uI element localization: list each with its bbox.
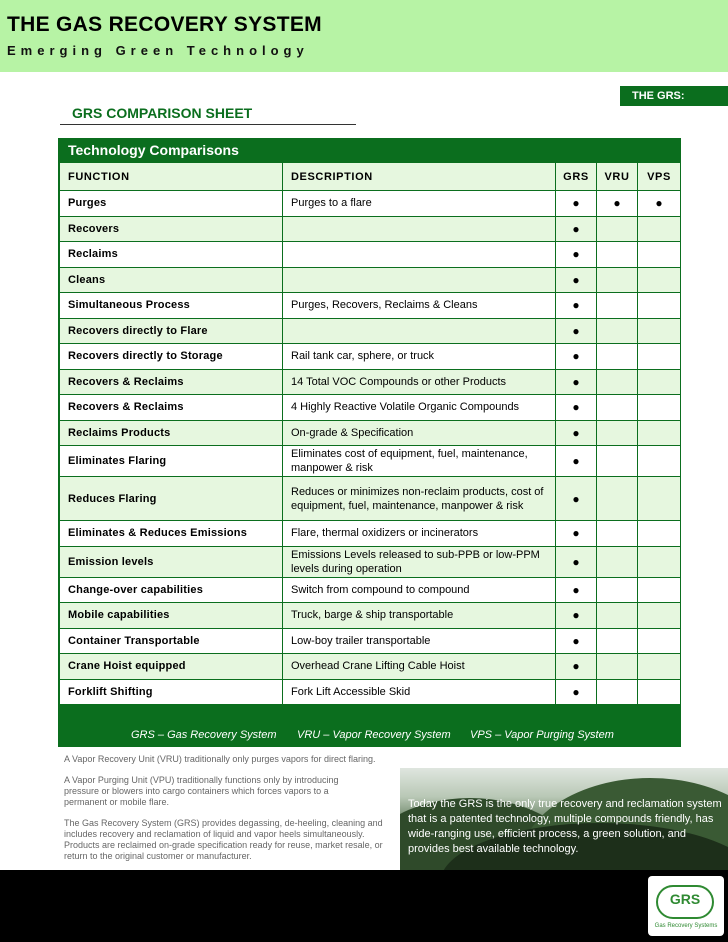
- comparison-table: [59, 162, 681, 705]
- table-row: [60, 521, 681, 547]
- table-row: [60, 679, 681, 705]
- legend-vru: VRU – Vapor Recovery System: [297, 729, 451, 741]
- cell-grs: ●: [556, 395, 597, 421]
- header-description: DESCRIPTION: [283, 163, 556, 191]
- table-row: [60, 420, 681, 446]
- cell-grs: ●: [556, 293, 597, 319]
- cell-vru: [597, 628, 638, 654]
- table-row: [60, 603, 681, 629]
- cell-vru: [597, 654, 638, 680]
- cell-vru: [597, 395, 638, 421]
- cell-vru: [597, 267, 638, 293]
- cell-vps: [638, 603, 681, 629]
- cell-grs: ●: [556, 191, 597, 217]
- cell-grs: ●: [556, 216, 597, 242]
- cell-function: Recovers directly to Storage: [60, 344, 283, 370]
- legend-vps: VPS – Vapor Purging System: [470, 729, 614, 741]
- cell-grs: ●: [556, 344, 597, 370]
- cell-description: Purges to a flare: [283, 191, 556, 217]
- cell-vru: [597, 242, 638, 268]
- cell-grs: ●: [556, 679, 597, 705]
- table-row: [60, 293, 681, 319]
- cell-vru: [597, 577, 638, 603]
- table-row: [60, 395, 681, 421]
- cell-vps: [638, 521, 681, 547]
- page-title: THE GAS RECOVERY SYSTEM: [7, 13, 322, 36]
- cell-vps: [638, 293, 681, 319]
- cell-vru: [597, 293, 638, 319]
- table-caption: Technology Comparisons: [68, 142, 239, 158]
- cell-description: Reduces or minimizes non-reclaim products, cost of equipment, fuel, maintenance, manpower & risk: [283, 477, 556, 521]
- cell-description: [283, 318, 556, 344]
- notes: [64, 754, 404, 872]
- cell-grs: ●: [556, 577, 597, 603]
- cell-function: Recovers & Reclaims: [60, 369, 283, 395]
- sheet-title: GRS COMPARISON SHEET: [72, 105, 253, 121]
- cell-description: Rail tank car, sphere, or truck: [283, 344, 556, 370]
- cell-description: 14 Total VOC Compounds or other Products: [283, 369, 556, 395]
- cell-function: Reclaims Products: [60, 420, 283, 446]
- footer-bar: [0, 870, 728, 942]
- cell-function: Recovers: [60, 216, 283, 242]
- cell-vps: [638, 216, 681, 242]
- cell-grs: ●: [556, 521, 597, 547]
- cell-vps: [638, 477, 681, 521]
- table-row: [60, 191, 681, 217]
- table-row: [60, 577, 681, 603]
- cell-vru: [597, 216, 638, 242]
- cell-description: 4 Highly Reactive Volatile Organic Compounds: [283, 395, 556, 421]
- note-grs: The Gas Recovery System (GRS) provides degassing, de-heeling, cleaning and includes recovery and reclamation of liquid and vapor heels simultaneously. Products are reclaimed on-grade specification ready for reuse, market resale, or return to the original customer or manufacturer.: [64, 818, 383, 861]
- cell-description: [283, 267, 556, 293]
- table-row: [60, 654, 681, 680]
- cell-vps: [638, 546, 681, 577]
- cell-grs: ●: [556, 420, 597, 446]
- cell-function: Recovers & Reclaims: [60, 395, 283, 421]
- table-row: [60, 318, 681, 344]
- table-legend: [59, 725, 680, 745]
- table-row: [60, 477, 681, 521]
- cell-grs: ●: [556, 603, 597, 629]
- cell-grs: ●: [556, 628, 597, 654]
- cell-vru: [597, 603, 638, 629]
- cell-function: Eliminates & Reduces Emissions: [60, 521, 283, 547]
- cell-grs: ●: [556, 318, 597, 344]
- cell-function: Cleans: [60, 267, 283, 293]
- cell-vru: ●: [597, 191, 638, 217]
- cell-description: Overhead Crane Lifting Cable Hoist: [283, 654, 556, 680]
- cell-vps: [638, 267, 681, 293]
- cell-vps: [638, 369, 681, 395]
- cell-grs: ●: [556, 654, 597, 680]
- cell-description: [283, 216, 556, 242]
- sheet-title-rule: [60, 124, 356, 125]
- cell-vps: [638, 628, 681, 654]
- page-subtitle: Emerging Green Technology: [7, 43, 309, 58]
- cell-description: Eliminates cost of equipment, fuel, maintenance, manpower & risk: [283, 446, 556, 477]
- cell-grs: ●: [556, 369, 597, 395]
- cell-vru: [597, 477, 638, 521]
- photo-caption: Today the GRS is the only true recovery and reclamation system that is a patented technology, multiple compounds friendly, has wide-ranging use, efficient process, a green solution, and provides best available technology.: [408, 798, 722, 855]
- header-grs: GRS: [556, 163, 597, 191]
- cell-grs: ●: [556, 446, 597, 477]
- cell-description: Purges, Recovers, Reclaims & Cleans: [283, 293, 556, 319]
- grs-tab-label: THE GRS:: [632, 90, 685, 102]
- cell-grs: ●: [556, 477, 597, 521]
- cell-function: Container Transportable: [60, 628, 283, 654]
- cell-function: Emission levels: [60, 546, 283, 577]
- cell-function: Purges: [60, 191, 283, 217]
- cell-vps: [638, 318, 681, 344]
- header-function: FUNCTION: [60, 163, 283, 191]
- table-row: [60, 628, 681, 654]
- cell-description: Fork Lift Accessible Skid: [283, 679, 556, 705]
- cell-vps: [638, 420, 681, 446]
- cell-vru: [597, 420, 638, 446]
- grs-tab: [620, 86, 728, 106]
- cell-function: Mobile capabilities: [60, 603, 283, 629]
- note-vpu: A Vapor Purging Unit (VPU) traditionally functions only by introducing pressure or blowers into cargo containers which forces vapors to a permanent or mobile flare.: [64, 775, 339, 807]
- cell-vps: [638, 679, 681, 705]
- cell-vru: [597, 546, 638, 577]
- cell-vps: [638, 654, 681, 680]
- table-row: [60, 546, 681, 577]
- cell-description: Emissions Levels released to sub-PPB or low-PPM levels during operation: [283, 546, 556, 577]
- table-row: [60, 369, 681, 395]
- cell-description: Low-boy trailer transportable: [283, 628, 556, 654]
- cell-function: Reduces Flaring: [60, 477, 283, 521]
- note-vru: A Vapor Recovery Unit (VRU) traditionally only purges vapors for direct flaring.: [64, 754, 376, 764]
- cell-vps: [638, 577, 681, 603]
- header-vru: VRU: [597, 163, 638, 191]
- cell-function: Change-over capabilities: [60, 577, 283, 603]
- table-header-row: [60, 163, 681, 191]
- cell-vru: [597, 446, 638, 477]
- cell-vps: ●: [638, 191, 681, 217]
- cell-vps: [638, 344, 681, 370]
- table-row: [60, 267, 681, 293]
- cell-vps: [638, 446, 681, 477]
- cell-vru: [597, 679, 638, 705]
- cell-function: Forklift Shifting: [60, 679, 283, 705]
- table-row: [60, 446, 681, 477]
- cell-function: Eliminates Flaring: [60, 446, 283, 477]
- cell-description: Truck, barge & ship transportable: [283, 603, 556, 629]
- cell-grs: ●: [556, 242, 597, 268]
- table-row: [60, 216, 681, 242]
- cell-vru: [597, 369, 638, 395]
- cell-description: [283, 242, 556, 268]
- cell-grs: ●: [556, 546, 597, 577]
- cell-vru: [597, 318, 638, 344]
- cell-vps: [638, 242, 681, 268]
- cell-function: Crane Hoist equipped: [60, 654, 283, 680]
- legend-grs: GRS – Gas Recovery System: [131, 729, 277, 741]
- table-row: [60, 344, 681, 370]
- cell-function: Reclaims: [60, 242, 283, 268]
- cell-description: Switch from compound to compound: [283, 577, 556, 603]
- cell-grs: ●: [556, 267, 597, 293]
- cell-vru: [597, 344, 638, 370]
- table-row: [60, 242, 681, 268]
- logo-text: GRS: [669, 891, 701, 907]
- cell-function: Simultaneous Process: [60, 293, 283, 319]
- cell-vru: [597, 521, 638, 547]
- logo-subtext: Gas Recovery Systems: [654, 923, 718, 929]
- cell-vps: [638, 395, 681, 421]
- cell-function: Recovers directly to Flare: [60, 318, 283, 344]
- cell-description: On-grade & Specification: [283, 420, 556, 446]
- cell-description: Flare, thermal oxidizers or incinerators: [283, 521, 556, 547]
- header-vps: VPS: [638, 163, 681, 191]
